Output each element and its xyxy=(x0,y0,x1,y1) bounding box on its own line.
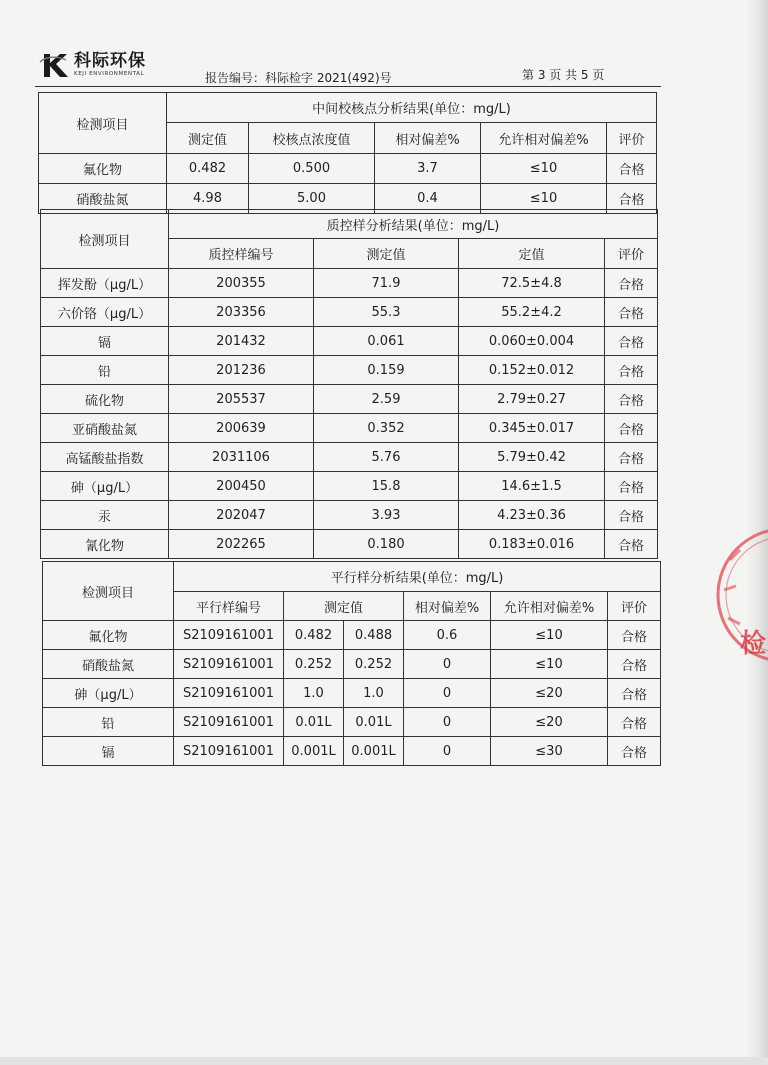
cell: 镉 xyxy=(43,737,174,766)
sec1-col-check-concentration: 校核点浓度值 xyxy=(249,123,375,154)
cell: 201432 xyxy=(169,327,314,356)
cell: 0.345±0.017 xyxy=(459,414,605,443)
sec2-title: 质控样分析结果(单位：mg/L) xyxy=(169,210,658,239)
cell: 0.001L xyxy=(284,737,344,766)
table-row xyxy=(41,298,658,327)
page-number: 第 3 页 共 5 页 xyxy=(522,68,605,82)
cell: 0.180 xyxy=(314,530,459,559)
cell: 氟化物 xyxy=(43,621,174,650)
cell: 202047 xyxy=(169,501,314,530)
sec2-item-header: 检测项目 xyxy=(41,210,169,269)
cell: 合格 xyxy=(605,385,658,414)
sec1-title: 中间校核点分析结果(单位：mg/L) xyxy=(167,93,657,123)
cell: 铅 xyxy=(41,356,169,385)
cell: 201236 xyxy=(169,356,314,385)
cell: ≤10 xyxy=(481,184,607,214)
cell: 55.3 xyxy=(314,298,459,327)
cell: 氟化物 xyxy=(39,154,167,184)
cell: 合格 xyxy=(605,327,658,356)
cell: 2031106 xyxy=(169,443,314,472)
cell: 0.352 xyxy=(314,414,459,443)
cell: 202265 xyxy=(169,530,314,559)
sec1-col-allowed-deviation: 允许相对偏差% xyxy=(481,123,607,154)
cell: 4.98 xyxy=(167,184,249,214)
cell: 硫化物 xyxy=(41,385,169,414)
cell: 0 xyxy=(404,679,491,708)
sec3-title: 平行样分析结果(单位：mg/L) xyxy=(174,562,661,592)
cell: 合格 xyxy=(608,737,661,766)
cell: 2.59 xyxy=(314,385,459,414)
sec1-col-measured: 测定值 xyxy=(167,123,249,154)
cell: 0.488 xyxy=(344,621,404,650)
table-row xyxy=(41,414,658,443)
parallel-sample-table xyxy=(42,561,661,766)
cell: 200450 xyxy=(169,472,314,501)
cell: 合格 xyxy=(605,298,658,327)
cell: 合格 xyxy=(605,269,658,298)
sec1-col-evaluation: 评价 xyxy=(607,123,657,154)
cell: 55.2±4.2 xyxy=(459,298,605,327)
cell: 合格 xyxy=(608,679,661,708)
cell: 200355 xyxy=(169,269,314,298)
report-number: 报告编号：科际检字 2021(492)号 xyxy=(205,71,392,85)
logo-chinese-name: 科际环保 xyxy=(74,50,146,71)
cell: 0.061 xyxy=(314,327,459,356)
cell: 203356 xyxy=(169,298,314,327)
cell: 合格 xyxy=(608,708,661,737)
cell: 0 xyxy=(404,737,491,766)
cell: 0.4 xyxy=(375,184,481,214)
cell: 合格 xyxy=(607,154,657,184)
table-row xyxy=(39,154,657,184)
cell: 3.93 xyxy=(314,501,459,530)
cell: 15.8 xyxy=(314,472,459,501)
cell: 铅 xyxy=(43,708,174,737)
cell: S2109161001 xyxy=(174,708,284,737)
cell: 0.001L xyxy=(344,737,404,766)
cell: ≤30 xyxy=(491,737,608,766)
cell: S2109161001 xyxy=(174,737,284,766)
cell: 200639 xyxy=(169,414,314,443)
cell: 0.01L xyxy=(344,708,404,737)
table-row xyxy=(41,327,658,356)
cell: 砷（μg/L） xyxy=(41,472,169,501)
cell: 合格 xyxy=(605,414,658,443)
cell: S2109161001 xyxy=(174,679,284,708)
cell: 硝酸盐氮 xyxy=(39,184,167,214)
table-row xyxy=(41,385,658,414)
cell: 0 xyxy=(404,650,491,679)
cell: 0 xyxy=(404,708,491,737)
table-row xyxy=(41,356,658,385)
cell: 5.76 xyxy=(314,443,459,472)
cell: 71.9 xyxy=(314,269,459,298)
cell: ≤20 xyxy=(491,708,608,737)
cell: 合格 xyxy=(608,621,661,650)
table-row xyxy=(41,269,658,298)
table-row xyxy=(43,708,661,737)
cell: 砷（μg/L） xyxy=(43,679,174,708)
cell: 205537 xyxy=(169,385,314,414)
cell: ≤10 xyxy=(491,650,608,679)
sec3-col-relative-deviation: 相对偏差% xyxy=(404,592,491,621)
cell: 0.252 xyxy=(284,650,344,679)
cell: 0.500 xyxy=(249,154,375,184)
cell: 0.482 xyxy=(284,621,344,650)
cell: 2.79±0.27 xyxy=(459,385,605,414)
sec2-col-evaluation: 评价 xyxy=(605,239,658,269)
cell: 挥发酚（μg/L） xyxy=(41,269,169,298)
cell: 0.183±0.016 xyxy=(459,530,605,559)
keji-logo-icon xyxy=(38,50,72,80)
cell: 合格 xyxy=(605,443,658,472)
cell: 0.6 xyxy=(404,621,491,650)
seal-character: 检 xyxy=(740,629,767,659)
table-row xyxy=(43,679,661,708)
official-seal-stamp xyxy=(700,520,768,670)
cell: 合格 xyxy=(608,650,661,679)
table-row xyxy=(41,443,658,472)
cell: 0.060±0.004 xyxy=(459,327,605,356)
sec3-col-measured: 测定值 xyxy=(284,592,404,621)
cell: 亚硝酸盐氮 xyxy=(41,414,169,443)
sec2-col-sample-id: 质控样编号 xyxy=(169,239,314,269)
table-row xyxy=(43,737,661,766)
sec2-col-reference-value: 定值 xyxy=(459,239,605,269)
cell: ≤10 xyxy=(481,154,607,184)
quality-control-table xyxy=(40,209,658,559)
cell: 镉 xyxy=(41,327,169,356)
cell: 高锰酸盐指数 xyxy=(41,443,169,472)
cell: 合格 xyxy=(605,472,658,501)
table-row xyxy=(41,472,658,501)
logo-english-name: KEJI ENVIRONMENTAL xyxy=(74,70,145,77)
cell: S2109161001 xyxy=(174,650,284,679)
cell: 硝酸盐氮 xyxy=(43,650,174,679)
cell: 汞 xyxy=(41,501,169,530)
cell: 72.5±4.8 xyxy=(459,269,605,298)
table-row xyxy=(43,650,661,679)
sec3-col-sample-id: 平行样编号 xyxy=(174,592,284,621)
table-row xyxy=(43,621,661,650)
sec3-col-evaluation: 评价 xyxy=(608,592,661,621)
cell: 六价铬（μg/L） xyxy=(41,298,169,327)
cell: 1.0 xyxy=(344,679,404,708)
cell: 3.7 xyxy=(375,154,481,184)
sec1-item-header: 检测项目 xyxy=(39,93,167,154)
cell: 合格 xyxy=(607,184,657,214)
cell: 合格 xyxy=(605,530,658,559)
scan-bottom-edge xyxy=(0,1057,768,1065)
company-logo xyxy=(38,50,146,80)
cell: 4.23±0.36 xyxy=(459,501,605,530)
sec3-item-header: 检测项目 xyxy=(43,562,174,621)
sec2-col-measured: 测定值 xyxy=(314,239,459,269)
intermediate-check-table xyxy=(38,92,657,214)
cell: 0.482 xyxy=(167,154,249,184)
cell: ≤20 xyxy=(491,679,608,708)
table-row xyxy=(41,501,658,530)
cell: S2109161001 xyxy=(174,621,284,650)
cell: 0.152±0.012 xyxy=(459,356,605,385)
table-row xyxy=(41,530,658,559)
sec3-col-allowed-deviation: 允许相对偏差% xyxy=(491,592,608,621)
sec1-col-relative-deviation: 相对偏差% xyxy=(375,123,481,154)
header-divider xyxy=(35,86,661,87)
cell: ≤10 xyxy=(491,621,608,650)
cell: 14.6±1.5 xyxy=(459,472,605,501)
cell: 合格 xyxy=(605,356,658,385)
cell: 5.79±0.42 xyxy=(459,443,605,472)
cell: 0.252 xyxy=(344,650,404,679)
cell: 0.01L xyxy=(284,708,344,737)
cell: 氰化物 xyxy=(41,530,169,559)
cell: 0.159 xyxy=(314,356,459,385)
cell: 合格 xyxy=(605,501,658,530)
cell: 5.00 xyxy=(249,184,375,214)
cell: 1.0 xyxy=(284,679,344,708)
